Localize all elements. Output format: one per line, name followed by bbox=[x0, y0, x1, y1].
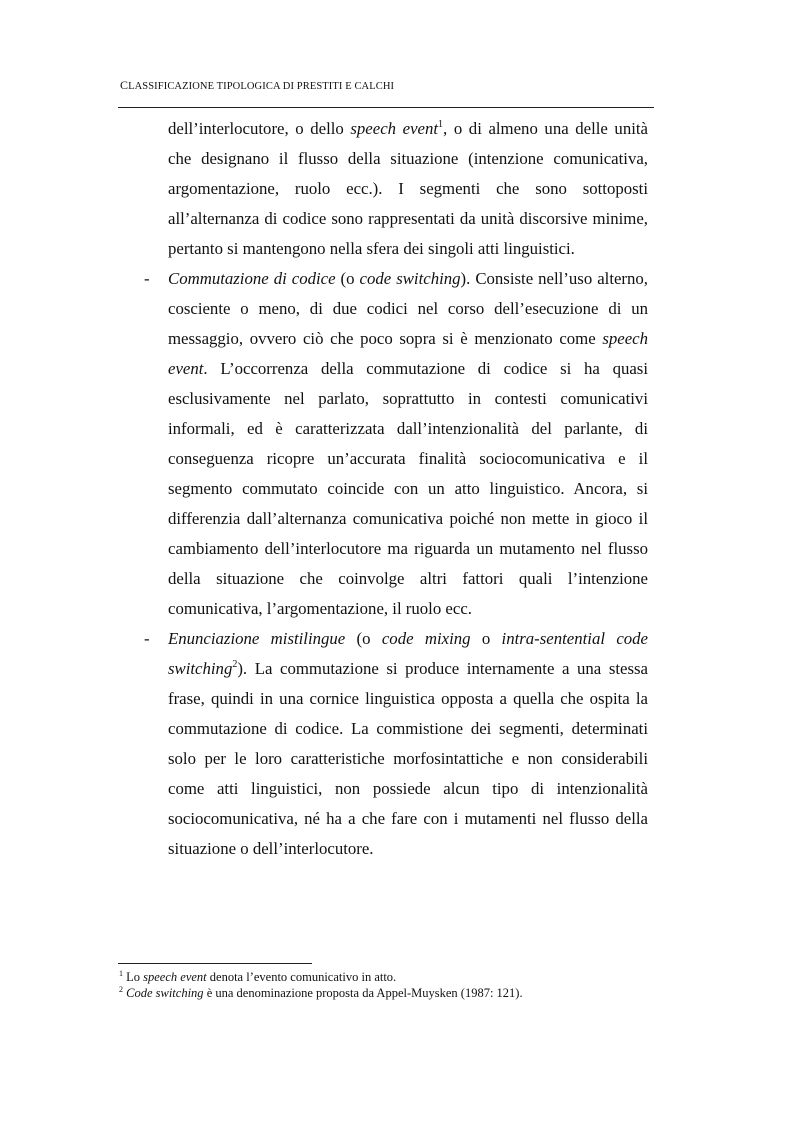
list-item: - Commutazione di codice (o code switching). Consiste nell’uso alterno, cosciente o meno, di due codici nel corso dell’esecuzione di un messaggio, ovvero ciò che poco sopra si è menzionato come speech event. L’occorrenza della commutazione di codice si ha quasi esclusivamente nel parlato, soprattutto in contesti comunicativi informali, ed è caratterizzata dall’intenzionalità del parlante, di conseguenza ricopre un’accurata finalità sociocomunicativa e il segmento commutato coincide con un atto linguistico. Ancora, si differenzia dall’alternanza comunicativa poiché non mette in gioco il cambiamento dell’interlocutore ma riguarda un mutamento nel flusso della situazione che coinvolge altri fattori quali l’intenzione comunicativa, l’argomentazione, il ruolo ecc. bbox=[168, 264, 648, 624]
term-code-mixing: code mixing bbox=[381, 629, 471, 648]
header-rule bbox=[118, 107, 654, 108]
footnote-ref-2: 2 bbox=[232, 659, 238, 670]
footnote-2: $^2$ Code switching è una denominazione proposta da Appel-Muysken (1987: 121). bbox=[119, 985, 523, 1000]
term-speech-event: speech event bbox=[168, 329, 648, 378]
running-header bbox=[120, 78, 394, 93]
term-speech-event: speech event bbox=[350, 119, 439, 138]
page-body bbox=[144, 114, 649, 864]
list-item: - Enunciazione mistilingue (o code mixing o intra-sentential code switching$^2$). La commutazione si produce internamente a una stessa frase, quindi in una cornice linguistica opposta a quella che ospita la commutazione di codice. La commistione dei segmenti, determinati solo per le loro caratteristiche morfosintattiche e non considerabili come atti linguistici, non possiede alcun tipo di intenzionalità sociocomunicativa, né ha a che fare con i mutamenti nel flusso della situazione o dell’interlocutore. bbox=[168, 624, 648, 864]
footnote-ref-1: 1 bbox=[438, 119, 444, 130]
term-enunciazione-mistilingue: Enunciazione mistilingue bbox=[168, 629, 346, 648]
term-intra-sentential-code-switching: intra-sentential code switching bbox=[168, 629, 649, 678]
term-commutazione-di-codice: Commutazione di codice bbox=[168, 269, 336, 288]
running-header-initial: C bbox=[120, 78, 129, 92]
term-code-switching: code switching bbox=[359, 269, 461, 288]
paragraph-continuation: dell’interlocutore, o dello speech event$^1$, o di almeno una delle unità che designano il flusso della situazione (intenzione comunicativa, argomentazione, ruolo ecc.). I segmenti che sono sottoposti all’alternanza di codice sono rappresentati da unità discorsive minime, pertanto si mantengono nella sfera dei singoli atti linguistici. bbox=[168, 119, 648, 258]
footnotes bbox=[119, 969, 523, 1001]
list-dash: - bbox=[144, 269, 150, 288]
footnote-1: $^1$ Lo speech event denota l’evento comunicativo in atto. bbox=[119, 969, 397, 984]
running-header-rest: LASSIFICAZIONE TIPOLOGICA DI PRESTITI E CALCHI bbox=[128, 81, 395, 92]
list-dash: - bbox=[144, 629, 150, 648]
footnote-rule bbox=[118, 963, 312, 964]
